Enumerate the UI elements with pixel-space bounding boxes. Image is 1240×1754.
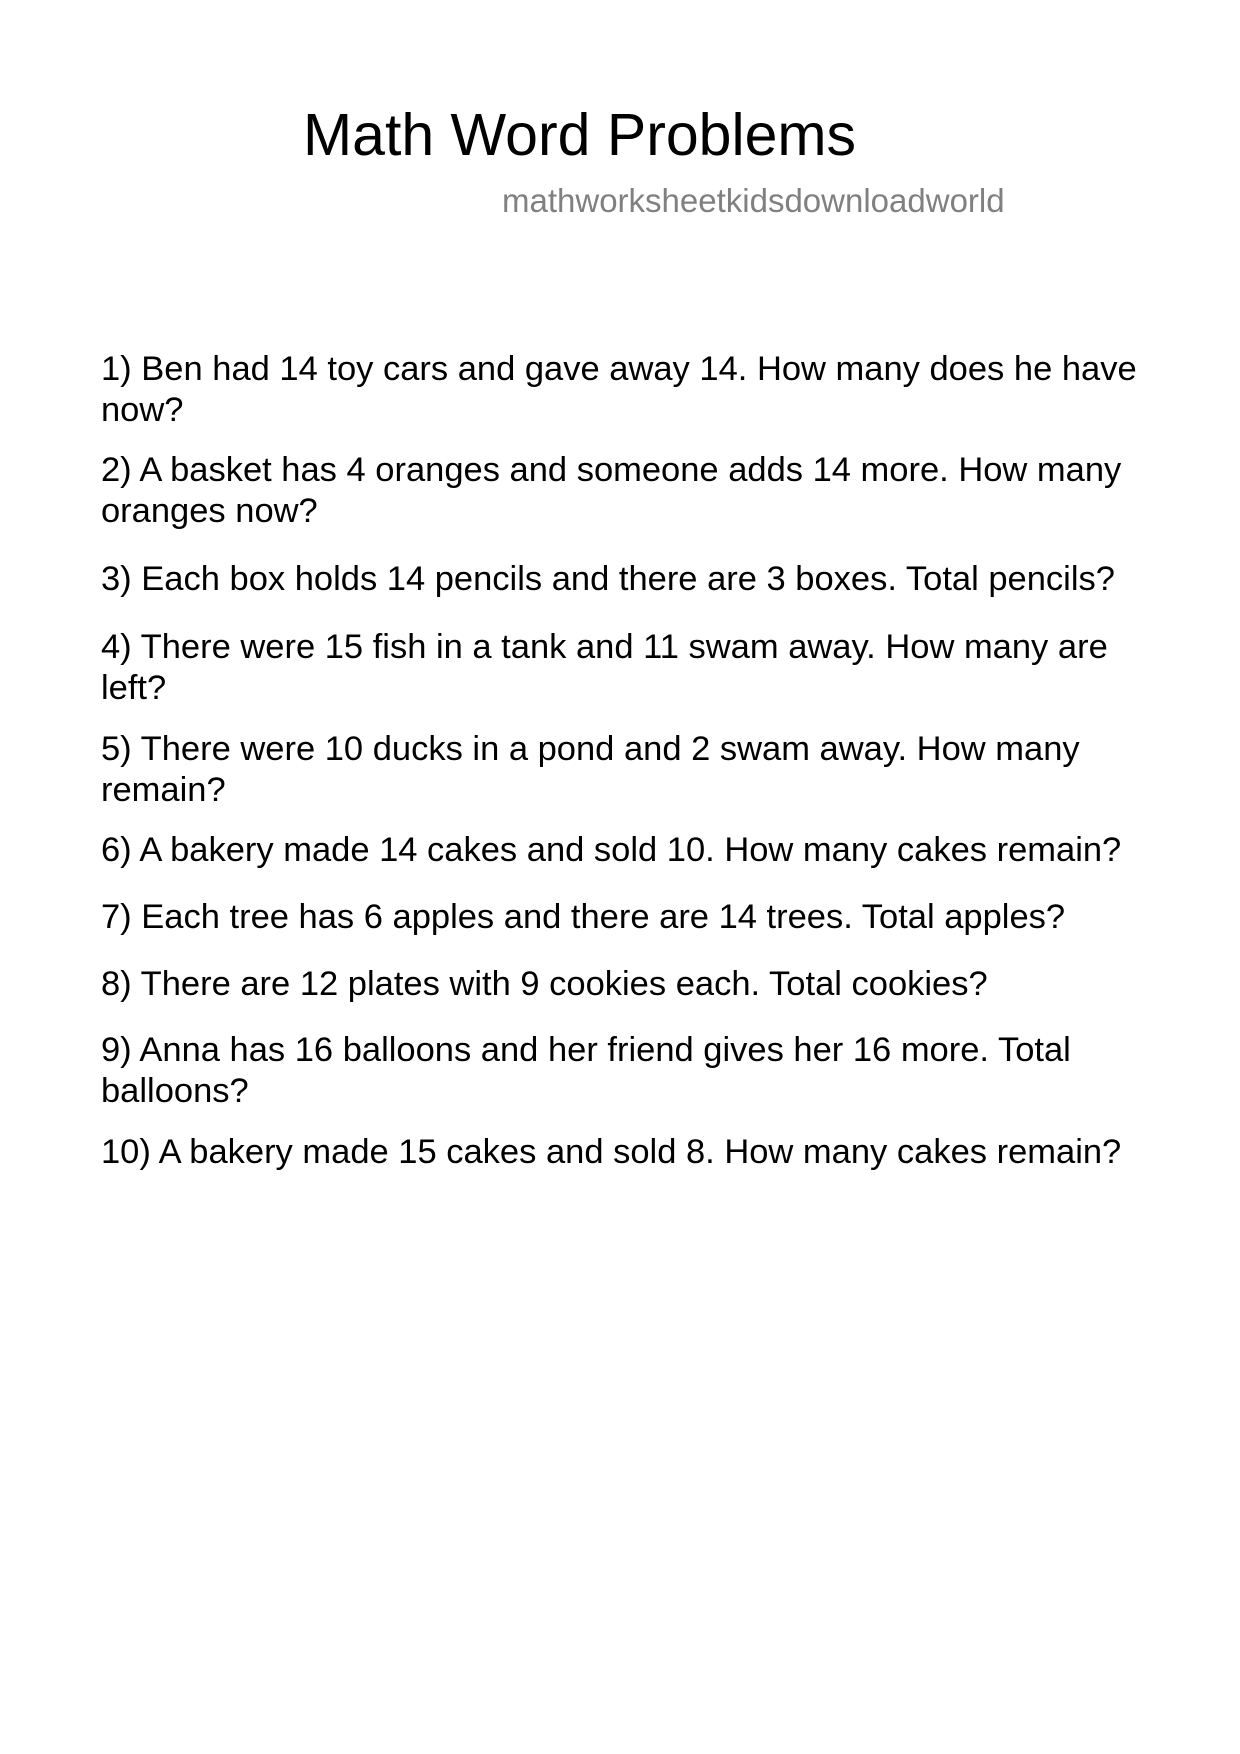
problem-item-9 — [101, 1030, 1151, 1112]
problem-text: Each box holds 14 pencils and there are 3 boxes. Total pencils? — [141, 560, 1115, 598]
problem-text: Each tree has 6 apples and there are 14 trees. Total apples? — [141, 898, 1066, 936]
problem-number: 8) — [101, 965, 132, 1003]
problem-item-6 — [101, 830, 1151, 871]
problem-item-5 — [101, 729, 1151, 811]
problem-number: 3) — [101, 560, 132, 598]
problem-number: 2) — [101, 451, 132, 489]
problem-number: 10) — [101, 1133, 151, 1171]
problem-item-7 — [101, 897, 1151, 938]
page-title: Math Word Problems — [303, 102, 857, 168]
problem-number: 4) — [101, 628, 132, 666]
problem-text: Ben had 14 toy cars and gave away 14. How many does he have now? — [101, 350, 1137, 429]
problem-number: 7) — [101, 898, 132, 936]
problem-number: 6) — [101, 831, 132, 869]
problem-item-8 — [101, 964, 1151, 1005]
source-subtitle: mathworksheetkidsdownloadworld — [502, 182, 1005, 219]
problem-text: There were 10 ducks in a pond and 2 swam away. How many remain? — [101, 730, 1080, 809]
problem-number: 5) — [101, 730, 132, 768]
problem-item-2 — [101, 450, 1151, 532]
problem-item-3 — [101, 559, 1151, 600]
problem-text: There were 15 fish in a tank and 11 swam away. How many are left? — [101, 628, 1108, 707]
problem-text: Anna has 16 balloons and her friend gives her 16 more. Total balloons? — [101, 1031, 1071, 1110]
problem-item-10 — [101, 1132, 1151, 1173]
problem-item-1 — [101, 349, 1151, 431]
problem-number: 1) — [101, 350, 132, 388]
problem-text: A basket has 4 oranges and someone adds 14 more. How many oranges now? — [101, 451, 1122, 530]
problem-item-4 — [101, 627, 1151, 709]
problem-text: There are 12 plates with 9 cookies each. Total cookies? — [140, 965, 988, 1003]
problem-text: A bakery made 14 cakes and sold 10. How many cakes remain? — [139, 831, 1122, 869]
problem-text: A bakery made 15 cakes and sold 8. How many cakes remain? — [158, 1133, 1122, 1171]
problem-number: 9) — [101, 1031, 132, 1069]
